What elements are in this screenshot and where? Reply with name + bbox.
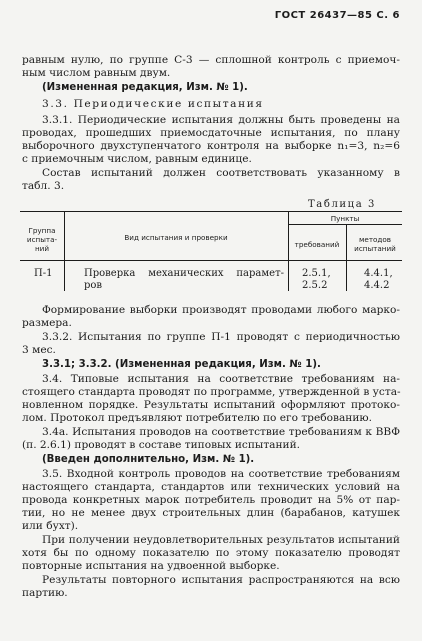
text-line: 3.3.2. Испытания по группе П-1 проводят с периодичностью (42, 331, 400, 343)
text-line: партию. (22, 587, 68, 599)
table-header-points: Пункты (330, 214, 360, 223)
text-line: хотя бы по одному показателю по этому показателю проводят (22, 547, 400, 559)
text-line: с приемочным числом, равным единице. (22, 153, 252, 165)
text-line: Состав испытаний должен соответствовать указанному в (42, 167, 400, 179)
text-line: проводах, прошедших приемосдаточные испытания, по плану (22, 127, 400, 139)
table-caption: Таблица 3 (308, 199, 377, 210)
table-cell-methods: 4.4.1, (364, 268, 393, 279)
table-cell-group: П-1 (34, 268, 53, 279)
text-line: размера. (22, 317, 72, 329)
text-line: выборочного двухступенчатого контроля на выборке n₁=3, n₂=6 (22, 140, 400, 152)
text-line: Результаты повторного испытания распространяются на всю (42, 574, 400, 586)
revision-note: (Измененная редакция, Изм. № 1). (42, 82, 248, 93)
text-line: 3.4. Типовые испытания на соответствие требованиям на- (42, 373, 400, 385)
text-line: 3.4а. Испытания проводов на соответствие требованиям к ВВФ (42, 426, 400, 438)
text-line: лом. Протокол предъявляют потребителю по его требованию. (22, 412, 372, 424)
text-line: провода конкретных марок потребитель проводит на 5% от пар- (22, 494, 400, 506)
text-line: 3.3.1. Периодические испытания должны быть проведены на (42, 114, 400, 126)
table-cell-methods: 4.4.2 (364, 280, 390, 291)
text-line: 3 мес. (22, 344, 56, 356)
table-header-group: Группа испыта-ний (26, 226, 58, 253)
table-header-methods: методов испытаний (354, 235, 396, 253)
table-cell-requirements: 2.5.1, (302, 268, 331, 279)
revision-note: 3.3.1; 3.3.2. (Измененная редакция, Изм. № 1). (42, 359, 321, 370)
text-line: При получении неудовлетворительных результатов испытаний (42, 534, 400, 546)
text-line: 3.5. Входной контроль проводов на соответствие требованиям (42, 468, 400, 480)
text-line: ным числом равным двум. (22, 67, 171, 79)
table-header-kind: Вид испытания и проверки (124, 233, 228, 242)
table-cell-kind: Проверка механических парамет- (84, 268, 284, 279)
table-header-requirements: требований (294, 240, 340, 249)
table-cell-requirements: 2.5.2 (302, 280, 328, 291)
text-line: или бухт). (22, 520, 79, 532)
text-line: равным нулю, по группе С-3 — сплошной контроль с приемоч- (22, 54, 400, 66)
text-line: табл. 3. (22, 180, 65, 192)
text-line: тии, но не менее двух строительных длин (барабанов, катушек (22, 507, 400, 519)
page-header: ГОСТ 26437—85 С. 6 (274, 10, 400, 21)
text-line: (п. 2.6.1) проводят в составе типовых испытаний. (22, 439, 301, 451)
text-line: настоящего стандарта, стандартов или технических условий на (22, 481, 400, 493)
table-cell-kind: ров (84, 280, 103, 291)
text-line: стоящего стандарта проводят по программе, утвержденной в уста- (22, 386, 401, 398)
text-line: повторные испытания на удвоенной выборке. (22, 560, 280, 572)
text-line: Формирование выборки производят проводами любого марко- (42, 304, 400, 316)
text-line: новленном порядке. Результаты испытаний оформляют протоко- (22, 399, 400, 411)
section-title: 3.3. Периодические испытания (42, 98, 264, 110)
revision-note: (Введен дополнительно, Изм. № 1). (42, 454, 255, 465)
